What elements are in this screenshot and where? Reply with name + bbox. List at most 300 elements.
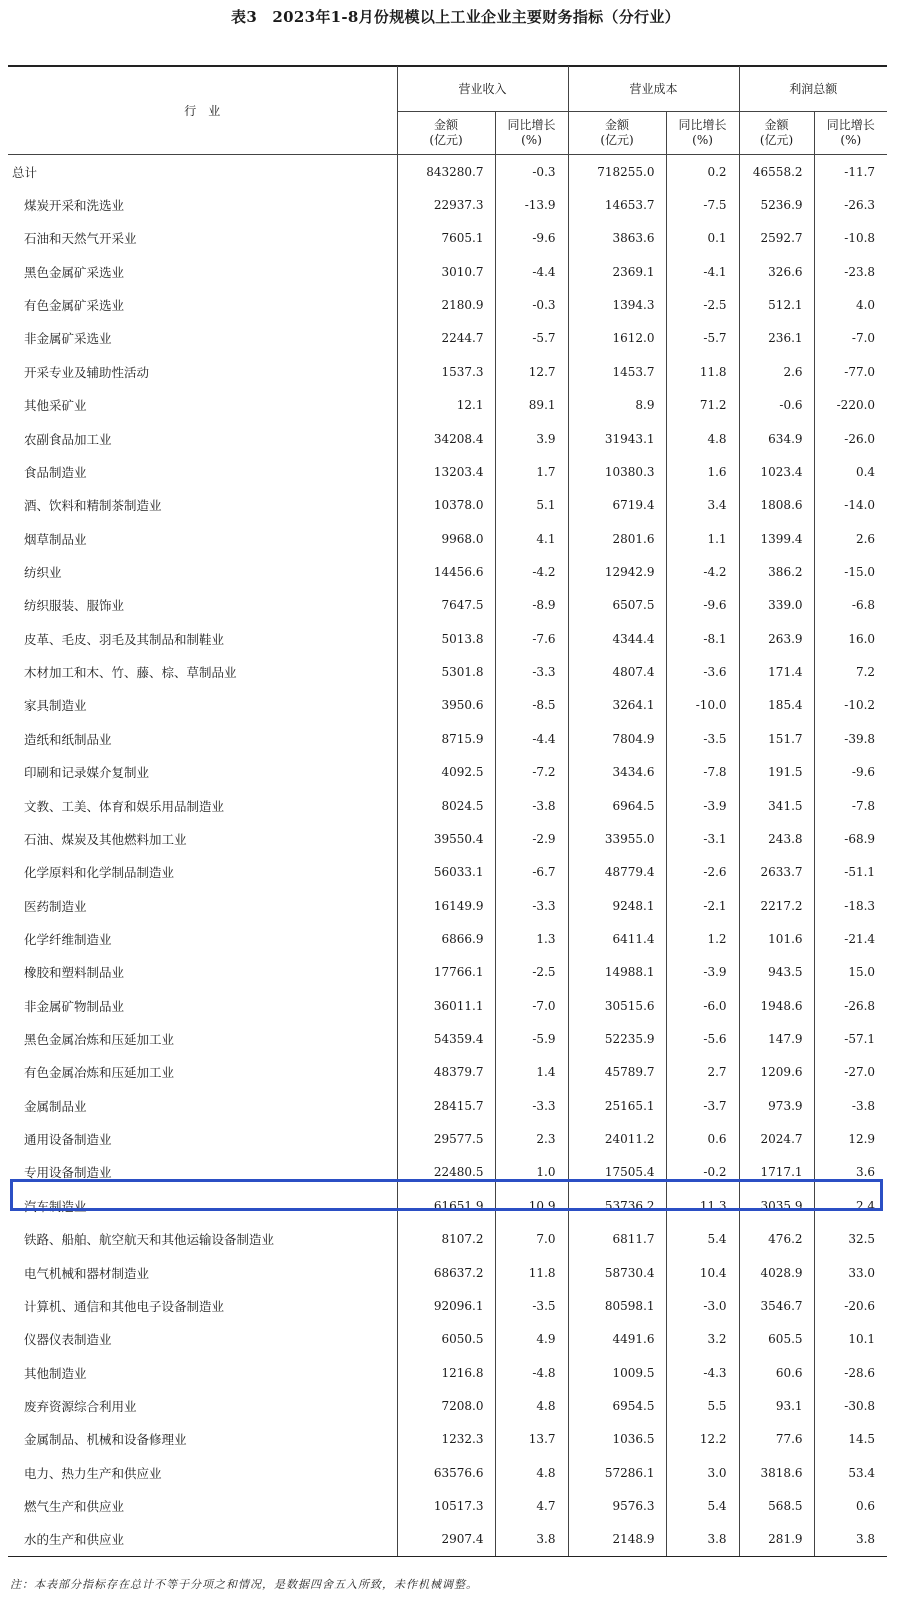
table-row <box>8 856 887 889</box>
cost-growth-cell: 1.6 <box>666 455 739 488</box>
revenue-amount-cell: 56033.1 <box>397 856 495 889</box>
revenue-amount-cell: 2244.7 <box>397 322 495 355</box>
cost-growth-cell: -3.5 <box>666 722 739 755</box>
revenue-amount-cell: 92096.1 <box>397 1289 495 1322</box>
header-revenue: 营业收入 <box>397 66 568 112</box>
revenue-amount-cell: 17766.1 <box>397 956 495 989</box>
cost-growth-cell: 0.6 <box>666 1122 739 1155</box>
cost-amount-cell: 1009.5 <box>568 1356 666 1389</box>
header-industry: 行 业 <box>8 66 397 155</box>
table-row <box>8 1356 887 1389</box>
industry-name: 汽车制造业 <box>24 1198 87 1214</box>
cost-growth-cell: -3.9 <box>666 956 739 989</box>
profit-growth-cell: 4.0 <box>814 288 887 321</box>
cost-growth-cell: 12.2 <box>666 1423 739 1456</box>
revenue-amount-cell: 22480.5 <box>397 1156 495 1189</box>
profit-growth-cell: 2.4 <box>814 1189 887 1222</box>
header-growth: 同比增长 (%) <box>666 112 739 155</box>
revenue-amount-cell: 843280.7 <box>397 155 495 189</box>
financial-indicators-table <box>8 66 887 1557</box>
industry-name: 化学原料和化学制品制造业 <box>24 865 175 881</box>
cost-amount-cell: 10380.3 <box>568 455 666 488</box>
profit-amount-cell: 243.8 <box>739 822 814 855</box>
revenue-amount-cell: 28415.7 <box>397 1089 495 1122</box>
table-row <box>8 989 887 1022</box>
industry-name: 仪器仪表制造业 <box>24 1332 112 1348</box>
industry-name: 农副食品加工业 <box>24 431 112 447</box>
profit-amount-cell: 341.5 <box>739 789 814 822</box>
cost-growth-cell: -10.0 <box>666 689 739 722</box>
revenue-growth-cell: 4.8 <box>495 1389 568 1422</box>
table-row <box>8 755 887 788</box>
header-cost: 营业成本 <box>568 66 739 112</box>
cost-amount-cell: 8.9 <box>568 389 666 422</box>
table-row <box>8 1089 887 1122</box>
revenue-amount-cell: 34208.4 <box>397 422 495 455</box>
revenue-growth-cell: 1.0 <box>495 1156 568 1189</box>
cost-growth-cell: -5.7 <box>666 322 739 355</box>
cost-growth-cell: -0.2 <box>666 1156 739 1189</box>
table-row <box>8 188 887 221</box>
industry-name: 煤炭开采和洗选业 <box>24 198 125 214</box>
profit-amount-cell: 185.4 <box>739 689 814 722</box>
cost-amount-cell: 45789.7 <box>568 1056 666 1089</box>
revenue-growth-cell: -4.4 <box>495 722 568 755</box>
cost-amount-cell: 3264.1 <box>568 689 666 722</box>
revenue-amount-cell: 5013.8 <box>397 622 495 655</box>
revenue-amount-cell: 61651.9 <box>397 1189 495 1222</box>
profit-growth-cell: -7.8 <box>814 789 887 822</box>
table-row <box>8 1223 887 1256</box>
cost-growth-cell: 3.2 <box>666 1323 739 1356</box>
profit-growth-cell: 14.5 <box>814 1423 887 1456</box>
revenue-amount-cell: 8107.2 <box>397 1223 495 1256</box>
cost-growth-cell: 71.2 <box>666 389 739 422</box>
revenue-growth-cell: 1.3 <box>495 922 568 955</box>
profit-growth-cell: 16.0 <box>814 622 887 655</box>
industry-name: 金属制品业 <box>24 1098 87 1114</box>
profit-growth-cell: 12.9 <box>814 1122 887 1155</box>
revenue-growth-cell: -6.7 <box>495 856 568 889</box>
revenue-growth-cell: 89.1 <box>495 389 568 422</box>
profit-growth-cell: 53.4 <box>814 1456 887 1489</box>
profit-amount-cell: 512.1 <box>739 288 814 321</box>
table-row <box>8 1022 887 1055</box>
cost-amount-cell: 6954.5 <box>568 1389 666 1422</box>
profit-growth-cell: 2.6 <box>814 522 887 555</box>
profit-growth-cell: -15.0 <box>814 555 887 588</box>
table-row <box>8 322 887 355</box>
industry-name: 文教、工美、体育和娱乐用品制造业 <box>24 798 225 814</box>
profit-amount-cell: 46558.2 <box>739 155 814 189</box>
revenue-amount-cell: 48379.7 <box>397 1056 495 1089</box>
profit-amount-cell: -0.6 <box>739 389 814 422</box>
profit-amount-cell: 1717.1 <box>739 1156 814 1189</box>
cost-growth-cell: -3.6 <box>666 655 739 688</box>
revenue-amount-cell: 14456.6 <box>397 555 495 588</box>
table-row <box>8 956 887 989</box>
cost-amount-cell: 25165.1 <box>568 1089 666 1122</box>
revenue-amount-cell: 9968.0 <box>397 522 495 555</box>
profit-growth-cell: -77.0 <box>814 355 887 388</box>
cost-amount-cell: 14653.7 <box>568 188 666 221</box>
profit-growth-cell: -51.1 <box>814 856 887 889</box>
industry-name: 非金属矿采选业 <box>24 331 112 347</box>
cost-amount-cell: 57286.1 <box>568 1456 666 1489</box>
profit-amount-cell: 4028.9 <box>739 1256 814 1289</box>
profit-amount-cell: 339.0 <box>739 589 814 622</box>
revenue-amount-cell: 10378.0 <box>397 489 495 522</box>
cost-amount-cell: 6964.5 <box>568 789 666 822</box>
cost-amount-cell: 3434.6 <box>568 755 666 788</box>
profit-amount-cell: 568.5 <box>739 1489 814 1522</box>
cost-growth-cell: 2.7 <box>666 1056 739 1089</box>
revenue-amount-cell: 2180.9 <box>397 288 495 321</box>
cost-amount-cell: 24011.2 <box>568 1122 666 1155</box>
cost-amount-cell: 1612.0 <box>568 322 666 355</box>
cost-amount-cell: 80598.1 <box>568 1289 666 1322</box>
revenue-amount-cell: 10517.3 <box>397 1489 495 1522</box>
profit-amount-cell: 3035.9 <box>739 1189 814 1222</box>
profit-amount-cell: 2592.7 <box>739 222 814 255</box>
profit-amount-cell: 2633.7 <box>739 856 814 889</box>
table-row <box>8 1256 887 1289</box>
cost-growth-cell: -2.5 <box>666 288 739 321</box>
cost-growth-cell: -9.6 <box>666 589 739 622</box>
table-row <box>8 555 887 588</box>
revenue-amount-cell: 6866.9 <box>397 922 495 955</box>
cost-growth-cell: -8.1 <box>666 622 739 655</box>
revenue-amount-cell: 4092.5 <box>397 755 495 788</box>
cost-growth-cell: 1.2 <box>666 922 739 955</box>
revenue-growth-cell: -4.2 <box>495 555 568 588</box>
profit-growth-cell: -23.8 <box>814 255 887 288</box>
cost-growth-cell: -3.9 <box>666 789 739 822</box>
revenue-growth-cell: -5.9 <box>495 1022 568 1055</box>
table-row <box>8 1323 887 1356</box>
profit-amount-cell: 93.1 <box>739 1389 814 1422</box>
revenue-growth-cell: 4.9 <box>495 1323 568 1356</box>
profit-amount-cell: 101.6 <box>739 922 814 955</box>
profit-growth-cell: 33.0 <box>814 1256 887 1289</box>
table-row <box>8 422 887 455</box>
revenue-amount-cell: 29577.5 <box>397 1122 495 1155</box>
cost-amount-cell: 17505.4 <box>568 1156 666 1189</box>
profit-growth-cell: -220.0 <box>814 389 887 422</box>
revenue-growth-cell: -4.8 <box>495 1356 568 1389</box>
profit-growth-cell: -26.0 <box>814 422 887 455</box>
cost-amount-cell: 12942.9 <box>568 555 666 588</box>
revenue-growth-cell: -3.3 <box>495 655 568 688</box>
industry-name: 电气机械和器材制造业 <box>24 1265 150 1281</box>
industry-name: 石油、煤炭及其他燃料加工业 <box>24 831 187 847</box>
profit-growth-cell: -10.2 <box>814 689 887 722</box>
profit-growth-cell: -11.7 <box>814 155 887 189</box>
profit-growth-cell: -10.8 <box>814 222 887 255</box>
revenue-amount-cell: 6050.5 <box>397 1323 495 1356</box>
profit-growth-cell: 0.4 <box>814 455 887 488</box>
industry-name: 家具制造业 <box>24 698 87 714</box>
table-row <box>8 689 887 722</box>
profit-growth-cell: -20.6 <box>814 1289 887 1322</box>
profit-amount-cell: 5236.9 <box>739 188 814 221</box>
header-amount: 金额 (亿元) <box>568 112 666 155</box>
revenue-amount-cell: 7208.0 <box>397 1389 495 1422</box>
profit-amount-cell: 476.2 <box>739 1223 814 1256</box>
profit-amount-cell: 151.7 <box>739 722 814 755</box>
industry-name: 有色金属矿采选业 <box>24 298 125 314</box>
profit-amount-cell: 1209.6 <box>739 1056 814 1089</box>
industry-name: 有色金属冶炼和压延加工业 <box>24 1065 175 1081</box>
table-row <box>8 822 887 855</box>
revenue-amount-cell: 39550.4 <box>397 822 495 855</box>
table-row <box>8 255 887 288</box>
cost-growth-cell: -2.1 <box>666 889 739 922</box>
cost-amount-cell: 9576.3 <box>568 1489 666 1522</box>
revenue-growth-cell: -7.0 <box>495 989 568 1022</box>
industry-name: 金属制品、机械和设备修理业 <box>24 1432 187 1448</box>
profit-growth-cell: -9.6 <box>814 755 887 788</box>
revenue-amount-cell: 63576.6 <box>397 1456 495 1489</box>
profit-growth-cell: -68.9 <box>814 822 887 855</box>
profit-growth-cell: -28.6 <box>814 1356 887 1389</box>
revenue-amount-cell: 12.1 <box>397 389 495 422</box>
industry-name: 非金属矿物制品业 <box>24 998 125 1014</box>
revenue-amount-cell: 2907.4 <box>397 1523 495 1557</box>
revenue-amount-cell: 3010.7 <box>397 255 495 288</box>
profit-growth-cell: -30.8 <box>814 1389 887 1422</box>
cost-growth-cell: -6.0 <box>666 989 739 1022</box>
revenue-amount-cell: 54359.4 <box>397 1022 495 1055</box>
industry-name: 烟草制品业 <box>24 531 87 547</box>
cost-amount-cell: 1036.5 <box>568 1423 666 1456</box>
revenue-growth-cell: 2.3 <box>495 1122 568 1155</box>
profit-growth-cell: 3.8 <box>814 1523 887 1557</box>
profit-amount-cell: 3818.6 <box>739 1456 814 1489</box>
cost-amount-cell: 2148.9 <box>568 1523 666 1557</box>
industry-name: 橡胶和塑料制品业 <box>24 965 125 981</box>
cost-amount-cell: 52235.9 <box>568 1022 666 1055</box>
cost-growth-cell: 3.0 <box>666 1456 739 1489</box>
revenue-growth-cell: 4.7 <box>495 1489 568 1522</box>
cost-growth-cell: -7.8 <box>666 755 739 788</box>
profit-growth-cell: 32.5 <box>814 1223 887 1256</box>
table-row <box>8 922 887 955</box>
header-amount: 金额 (亿元) <box>739 112 814 155</box>
revenue-amount-cell: 13203.4 <box>397 455 495 488</box>
profit-growth-cell: -7.0 <box>814 322 887 355</box>
revenue-amount-cell: 8715.9 <box>397 722 495 755</box>
profit-amount-cell: 2217.2 <box>739 889 814 922</box>
cost-amount-cell: 6411.4 <box>568 922 666 955</box>
cost-amount-cell: 30515.6 <box>568 989 666 1022</box>
cost-growth-cell: -7.5 <box>666 188 739 221</box>
footnote: 注：本表部分指标存在总计不等于分项之和情况，是数据四舍五入所致，未作机械调整。 <box>10 1578 478 1591</box>
industry-name: 皮革、毛皮、羽毛及其制品和制鞋业 <box>24 631 225 647</box>
revenue-growth-cell: 3.9 <box>495 422 568 455</box>
revenue-growth-cell: 11.8 <box>495 1256 568 1289</box>
industry-name: 总计 <box>12 164 38 180</box>
table-row <box>8 655 887 688</box>
table-row <box>8 355 887 388</box>
revenue-growth-cell: -7.6 <box>495 622 568 655</box>
profit-amount-cell: 943.5 <box>739 956 814 989</box>
cost-amount-cell: 7804.9 <box>568 722 666 755</box>
cost-amount-cell: 6507.5 <box>568 589 666 622</box>
table-row <box>8 389 887 422</box>
profit-amount-cell: 3546.7 <box>739 1289 814 1322</box>
revenue-growth-cell: -3.8 <box>495 789 568 822</box>
profit-growth-cell: -14.0 <box>814 489 887 522</box>
header-growth: 同比增长 (%) <box>495 112 568 155</box>
profit-amount-cell: 263.9 <box>739 622 814 655</box>
table-row <box>8 589 887 622</box>
cost-growth-cell: 3.8 <box>666 1523 739 1557</box>
cost-growth-cell: 5.4 <box>666 1223 739 1256</box>
profit-growth-cell: -57.1 <box>814 1022 887 1055</box>
table-row <box>8 1389 887 1422</box>
industry-name: 木材加工和木、竹、藤、棕、草制品业 <box>24 665 237 681</box>
profit-amount-cell: 77.6 <box>739 1423 814 1456</box>
cost-growth-cell: -3.0 <box>666 1289 739 1322</box>
cost-growth-cell: -3.7 <box>666 1089 739 1122</box>
profit-growth-cell: 15.0 <box>814 956 887 989</box>
profit-growth-cell: 10.1 <box>814 1323 887 1356</box>
revenue-growth-cell: -4.4 <box>495 255 568 288</box>
revenue-growth-cell: -3.3 <box>495 889 568 922</box>
revenue-amount-cell: 16149.9 <box>397 889 495 922</box>
cost-amount-cell: 53736.2 <box>568 1189 666 1222</box>
table-body <box>8 155 887 1557</box>
industry-name: 专用设备制造业 <box>24 1165 112 1181</box>
revenue-amount-cell: 22937.3 <box>397 188 495 221</box>
profit-amount-cell: 386.2 <box>739 555 814 588</box>
cost-amount-cell: 2369.1 <box>568 255 666 288</box>
profit-amount-cell: 1948.6 <box>739 989 814 1022</box>
profit-amount-cell: 147.9 <box>739 1022 814 1055</box>
industry-name: 黑色金属冶炼和压延加工业 <box>24 1032 175 1048</box>
table-row <box>8 489 887 522</box>
table-row <box>8 622 887 655</box>
cost-growth-cell: -2.6 <box>666 856 739 889</box>
cost-amount-cell: 48779.4 <box>568 856 666 889</box>
table-row <box>8 1456 887 1489</box>
cost-amount-cell: 4491.6 <box>568 1323 666 1356</box>
industry-name: 水的生产和供应业 <box>8 1523 397 1557</box>
profit-growth-cell: -27.0 <box>814 1056 887 1089</box>
revenue-growth-cell: -2.9 <box>495 822 568 855</box>
table-row <box>8 1423 887 1456</box>
table-title: 表3 2023年1-8月份规模以上工业企业主要财务指标（分行业） <box>231 8 680 26</box>
revenue-growth-cell: 13.7 <box>495 1423 568 1456</box>
profit-growth-cell: -6.8 <box>814 589 887 622</box>
profit-amount-cell: 1808.6 <box>739 489 814 522</box>
profit-growth-cell: -39.8 <box>814 722 887 755</box>
revenue-growth-cell: 3.8 <box>495 1523 568 1557</box>
revenue-growth-cell: 5.1 <box>495 489 568 522</box>
revenue-amount-cell: 36011.1 <box>397 989 495 1022</box>
cost-growth-cell: -4.1 <box>666 255 739 288</box>
table-row <box>8 1189 887 1222</box>
revenue-amount-cell: 7605.1 <box>397 222 495 255</box>
revenue-amount-cell: 3950.6 <box>397 689 495 722</box>
industry-name: 其他制造业 <box>24 1365 87 1381</box>
revenue-growth-cell: -7.2 <box>495 755 568 788</box>
cost-amount-cell: 3863.6 <box>568 222 666 255</box>
profit-amount-cell: 1399.4 <box>739 522 814 555</box>
cost-growth-cell: 11.8 <box>666 355 739 388</box>
cost-growth-cell: 5.4 <box>666 1489 739 1522</box>
profit-growth-cell: -26.3 <box>814 188 887 221</box>
table-row <box>8 455 887 488</box>
revenue-growth-cell: -0.3 <box>495 288 568 321</box>
cost-growth-cell: 11.3 <box>666 1189 739 1222</box>
profit-amount-cell: 326.6 <box>739 255 814 288</box>
table-row <box>8 722 887 755</box>
industry-name: 造纸和纸制品业 <box>24 731 112 747</box>
revenue-growth-cell: -9.6 <box>495 222 568 255</box>
revenue-amount-cell: 68637.2 <box>397 1256 495 1289</box>
cost-amount-cell: 58730.4 <box>568 1256 666 1289</box>
revenue-growth-cell: 10.9 <box>495 1189 568 1222</box>
revenue-growth-cell: 1.7 <box>495 455 568 488</box>
revenue-growth-cell: 4.1 <box>495 522 568 555</box>
cost-amount-cell: 4344.4 <box>568 622 666 655</box>
revenue-amount-cell: 1232.3 <box>397 1423 495 1456</box>
cost-amount-cell: 14988.1 <box>568 956 666 989</box>
revenue-amount-cell: 1537.3 <box>397 355 495 388</box>
industry-name: 医药制造业 <box>24 898 87 914</box>
profit-growth-cell: -26.8 <box>814 989 887 1022</box>
profit-amount-cell: 60.6 <box>739 1356 814 1389</box>
table-row <box>8 1122 887 1155</box>
profit-growth-cell: 0.6 <box>814 1489 887 1522</box>
cost-growth-cell: -4.2 <box>666 555 739 588</box>
cost-amount-cell: 33955.0 <box>568 822 666 855</box>
table-row <box>8 288 887 321</box>
cost-amount-cell: 31943.1 <box>568 422 666 455</box>
cost-growth-cell: 0.1 <box>666 222 739 255</box>
industry-name: 纺织业 <box>24 564 62 580</box>
revenue-growth-cell: 4.8 <box>495 1456 568 1489</box>
profit-growth-cell: -21.4 <box>814 922 887 955</box>
profit-amount-cell: 1023.4 <box>739 455 814 488</box>
industry-name: 电力、热力生产和供应业 <box>24 1465 162 1481</box>
revenue-growth-cell: -0.3 <box>495 155 568 189</box>
industry-name: 化学纤维制造业 <box>24 931 112 947</box>
table-row <box>8 1289 887 1322</box>
cost-growth-cell: 4.8 <box>666 422 739 455</box>
table-row <box>8 1056 887 1089</box>
cost-amount-cell: 718255.0 <box>568 155 666 189</box>
cost-amount-cell: 1453.7 <box>568 355 666 388</box>
industry-name: 印刷和记录媒介复制业 <box>24 765 150 781</box>
revenue-growth-cell: -3.5 <box>495 1289 568 1322</box>
revenue-growth-cell: -13.9 <box>495 188 568 221</box>
industry-name: 燃气生产和供应业 <box>24 1499 125 1515</box>
header-growth: 同比增长 (%) <box>814 112 887 155</box>
industry-name: 酒、饮料和精制茶制造业 <box>24 498 162 514</box>
revenue-growth-cell: -8.9 <box>495 589 568 622</box>
header-profit: 利润总额 <box>739 66 887 112</box>
profit-growth-cell: -18.3 <box>814 889 887 922</box>
profit-amount-cell: 191.5 <box>739 755 814 788</box>
revenue-growth-cell: -2.5 <box>495 956 568 989</box>
cost-amount-cell: 6719.4 <box>568 489 666 522</box>
table-row <box>8 1489 887 1522</box>
profit-growth-cell: 7.2 <box>814 655 887 688</box>
cost-amount-cell: 4807.4 <box>568 655 666 688</box>
